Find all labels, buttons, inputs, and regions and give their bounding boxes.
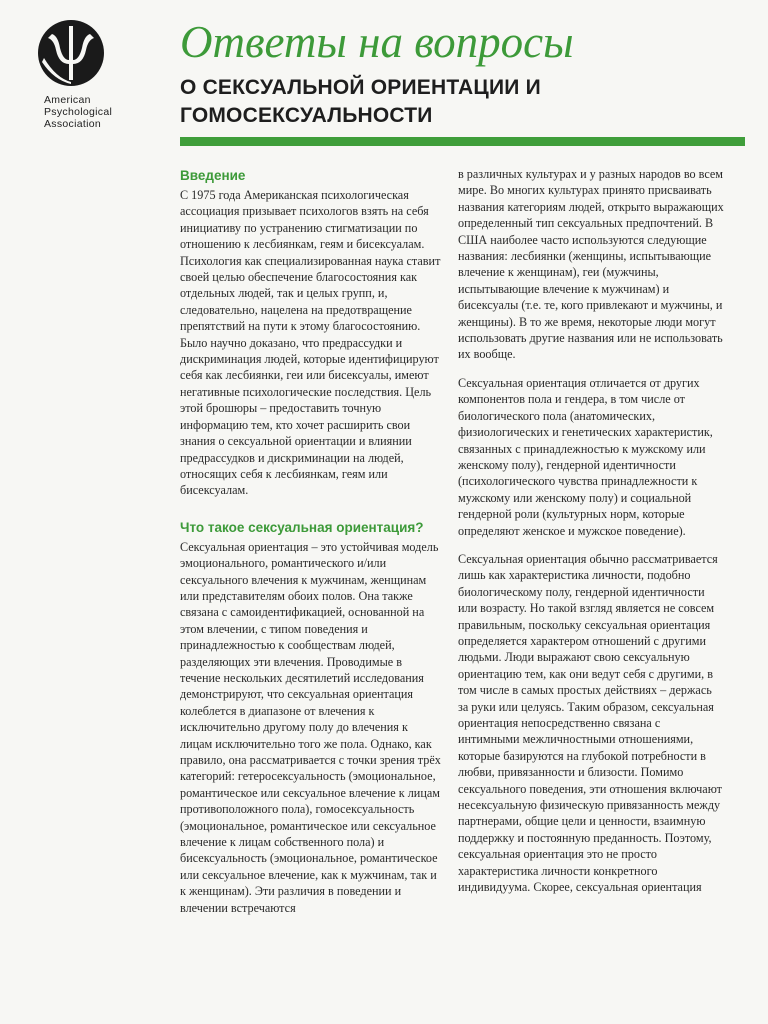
page-subtitle: О СЕКСУАЛЬНОЙ ОРИЕНТАЦИИ И ГОМОСЕКСУАЛЬНОСТИ: [180, 76, 541, 127]
logo-line-3: Association: [44, 118, 101, 130]
logo-line-2: Psychological: [44, 106, 113, 118]
apa-wordmark: [44, 94, 156, 130]
apa-logo: [36, 18, 156, 130]
paragraph: в различных культурах и у разных народов во всем мире. Во многих культурах принято присваивать названия категориям людей, открыто выражающих определенный тип сексуальных предпочтений. В США наиболее часто используются следующие названия: лесбиянки (женщины, испытывающие влечение к женщинам), геи (мужчины, испытывающие влечение к мужчинам) и бисексуалы (т.е. те, кого привлекают и мужчины, и женщины). В то же время, некоторые люди могут использовать другие названия или не использовать их вообще.: [458, 167, 724, 362]
section-text-intro: С 1975 года Американская психологическая ассоциация призывает психологов взять на себя инициативу по устранению стигматизации по отношению к лесбиянкам, геям и бисексуалам. Психология как специализированная наука ставит своей целью обеспечение благосостояния как отдельных людей, так и целых групп, и, следовательно, нацелена на предотвращение препятствий на пути к этому благосостоянию. Было научно доказано, что предрассудки и дискриминация людей, которые идентифицируют себя как лесбиянки, геи или бисексуалы, имеют негативные психологические последствия. Цель этой брошюры – предоставить точную информацию тем, кто хочет расширить свои знания о сексуальной ориентации и влиянии предрассудков и дискриминации на людей, относящих себя к лесбиянкам, геям или бисексуалам.: [180, 188, 441, 498]
logo-line-1: American: [44, 94, 91, 106]
section-heading-orientation: Что такое сексуальная ориентация?: [180, 519, 424, 535]
left-column: [180, 168, 442, 916]
section-heading-intro: Введение: [180, 168, 246, 183]
header-divider: [180, 137, 745, 146]
paragraph: Сексуальная ориентация обычно рассматривается лишь как характеристика личности, подобно биологическому полу, гендерной идентичности или возрасту. Но такой взгляд является не совсем правильным, поскольку сексуальная ориентация определяется характером отношений с другими людьми. Люди выражают свою сексуальную ориентацию тем, как они ведут себя с другими, в том числе в самых простых действиях – держась за руки или целуясь. Таким образом, сексуальная ориентация непосредственно связана с интимными межличностными отношениями, которые базируются на глубокой потребности в любви, привязанности и близости. Помимо сексуального поведения, эти отношения включают несексуальную физическую привязанность между партнерами, общие цели и ценности, взаимную поддержку и постоянную преданность. Поэтому, сексуальная ориентация это не просто характеристика личности конкретного индивидуума. Скорее, сексуальная ориентация: [458, 551, 722, 895]
apa-logo-icon: [36, 18, 106, 88]
section-text-orientation: Сексуальная ориентация – это устойчивая модель эмоционального, романтического и/или сексуального влечения к мужчинам, женщинам или представителям обоих полов. Она также связана с самоидентификацией, основанной на этом влечении, с типом поведения и принадлежностью к сообществам людей, разделяющих эти влечения. Проводимые в течение нескольких десятилетий исследования демонстрируют, что сексуальная ориентация колеблется в диапазоне от влечения к исключительно другому полу до влечения к лицам исключительно того же пола. Однако, как правило, она рассматривается с точки зрения трёх категорий: гетеросексуальность (эмоциональное, романтическое или сексуальное влечение к лицам противоположного пола), гомосексуальность (эмоциональное, романтическое или сексуальное влечение к лицам собственного пола) и бисексуальность (эмоциональное, романтическое или сексуальное влечение, как к мужчинам, так и к женщинам). Эти различия в поведении и влечении встречаются: [180, 539, 441, 915]
paragraph: Сексуальная ориентация отличается от других компонентов пола и гендера, в том числе от биологического пола (анатомических, физиологических и генетических характеристик, связанных с принадлежностью к мужскому или женскому полу), гендерной идентичности (психологического чувства принадлежности к мужскому или женскому полу) и социальной гендерной роли (культурных норм, которые определяют женское и мужское поведение).: [458, 375, 713, 538]
page-title: Ответы на вопросы: [180, 17, 574, 67]
right-column: [458, 166, 724, 895]
